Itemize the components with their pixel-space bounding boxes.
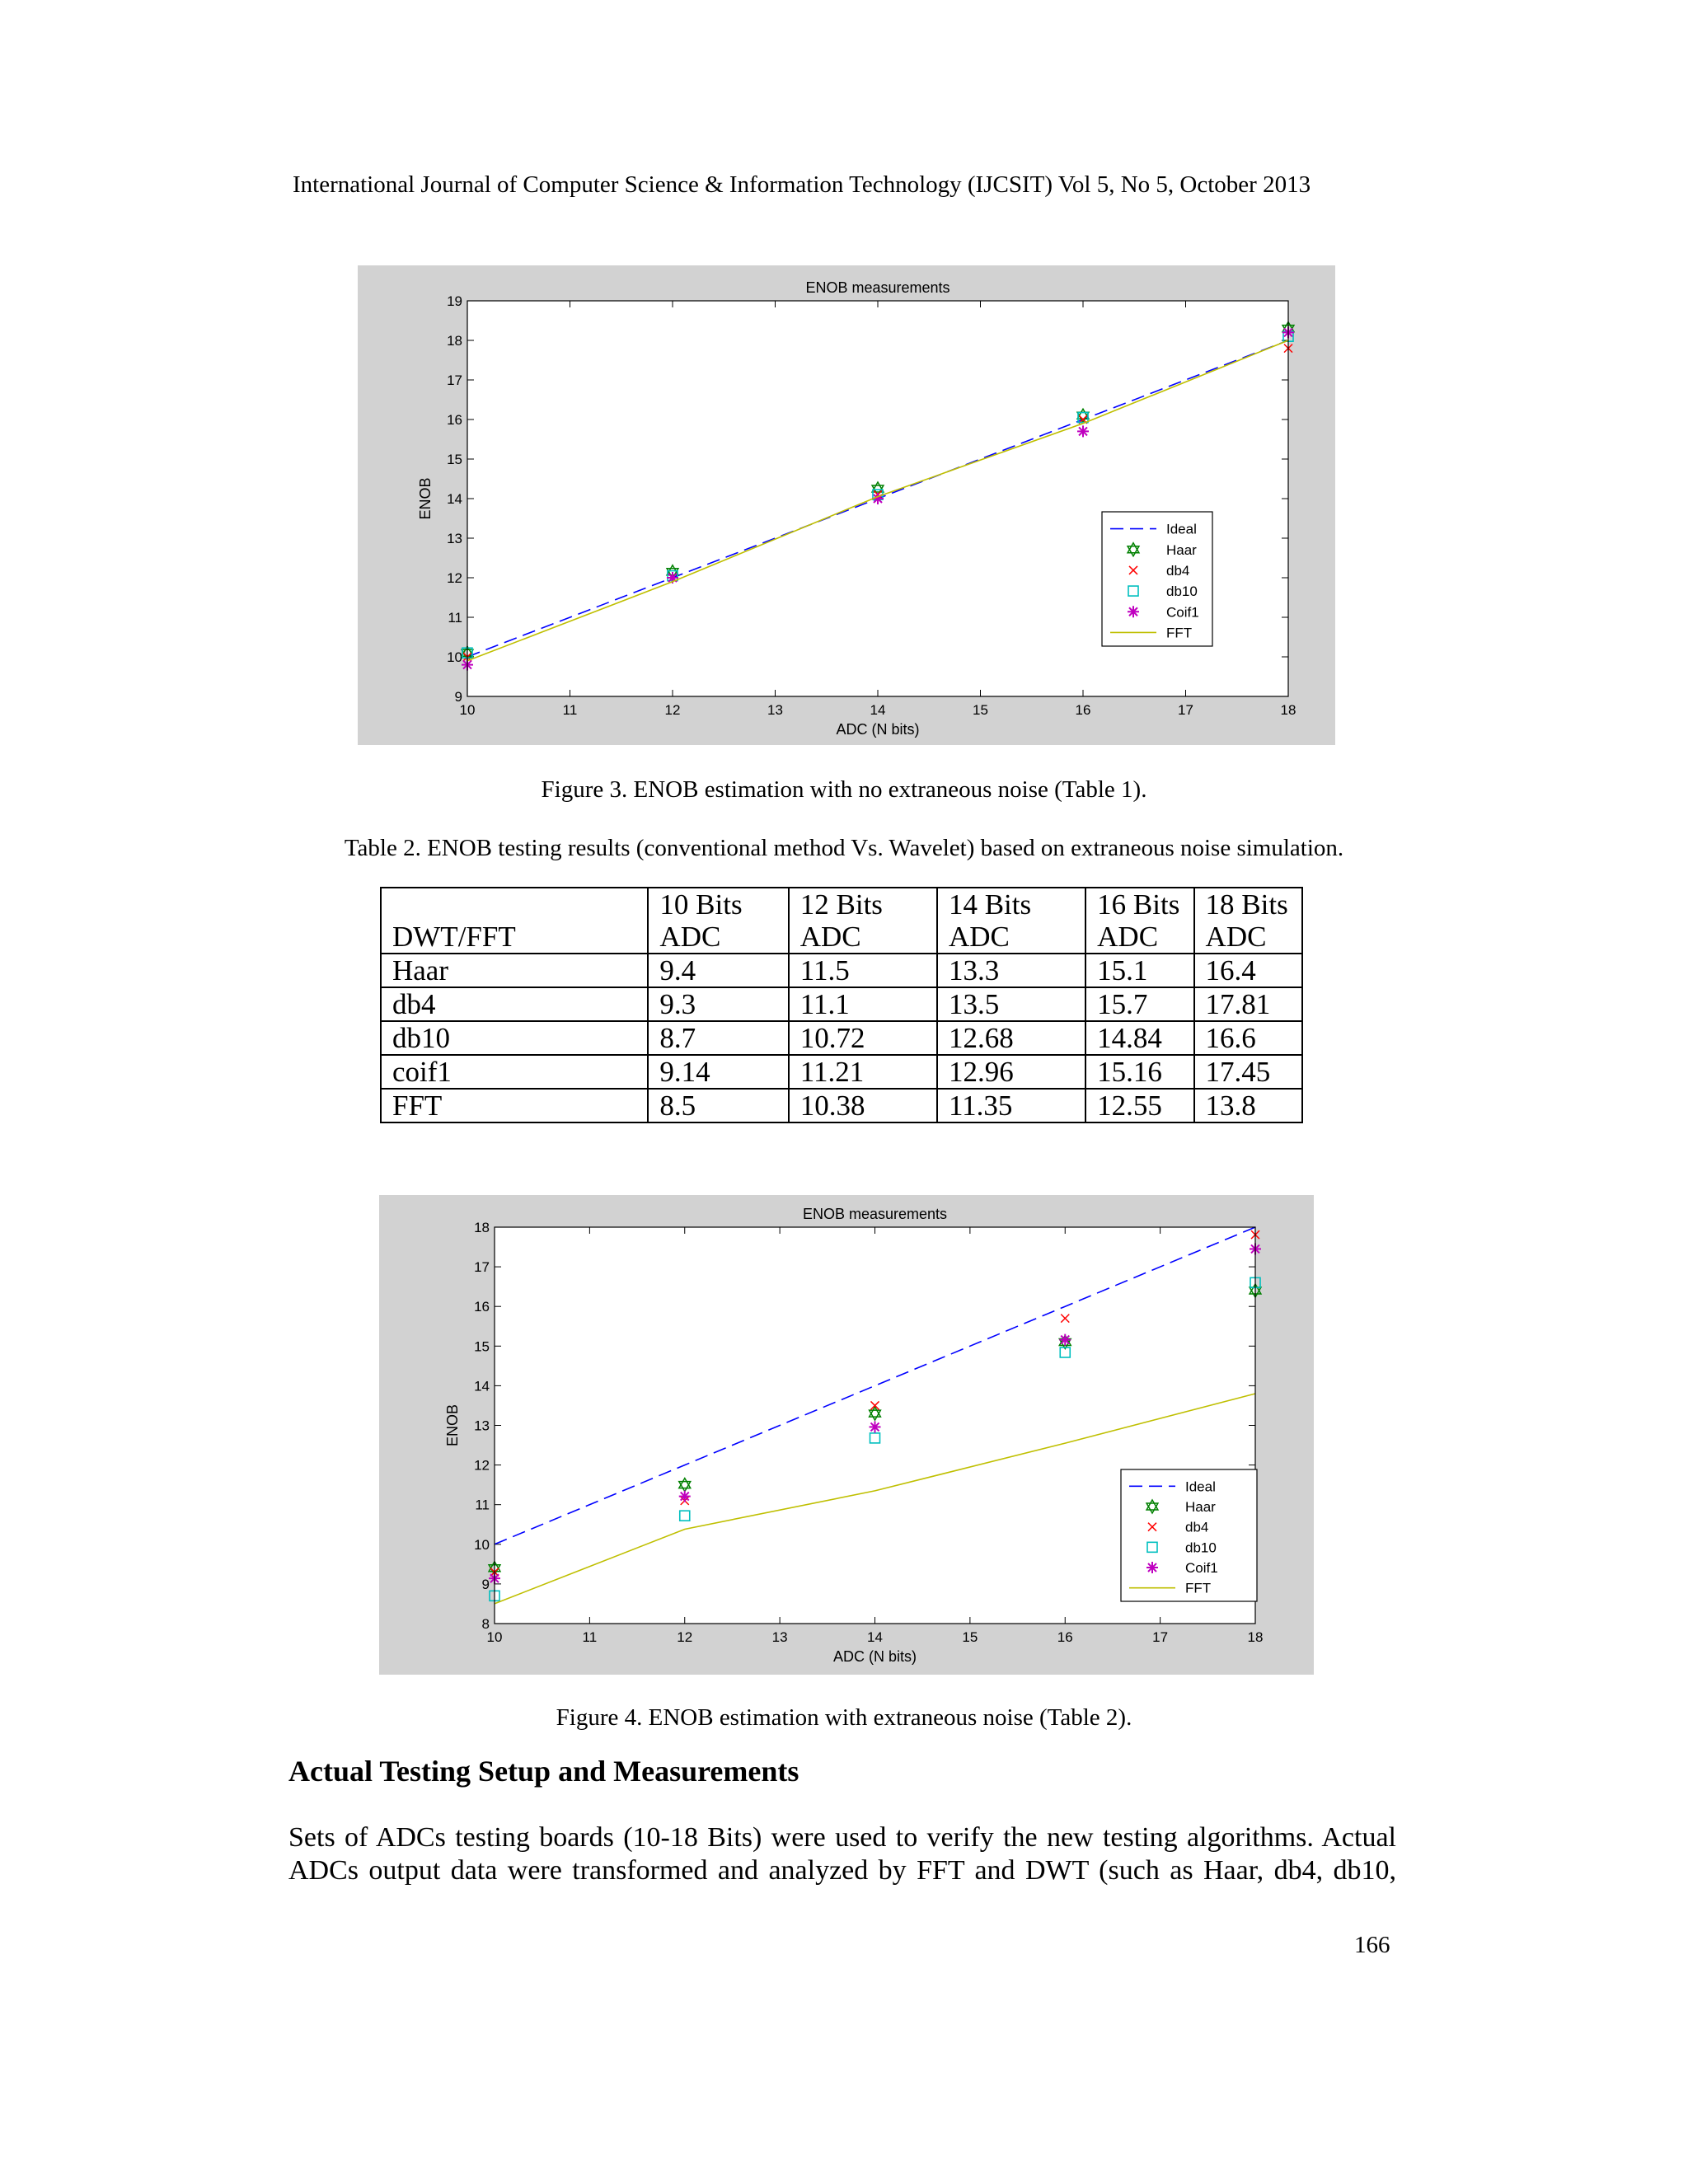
x-tick-label: 11: [562, 702, 578, 718]
x-tick-label: 16: [1075, 702, 1091, 718]
table-cell: db4: [381, 987, 648, 1021]
paragraph-line: ADCs output data were transformed and analyzed by FFT and DWT (such as Haar, db4, db10,: [288, 1855, 1396, 1886]
table-cell: 17.45: [1194, 1055, 1302, 1089]
legend-label-ideal: Ideal: [1166, 521, 1197, 537]
table-cell: 8.5: [648, 1089, 788, 1122]
x-tick-label: 18: [1247, 1629, 1264, 1645]
table-cell: 16.6: [1194, 1021, 1302, 1055]
x-tick-label: 12: [677, 1629, 693, 1645]
table-cell: 12.55: [1085, 1089, 1193, 1122]
x-tick-label: 14: [867, 1629, 883, 1645]
y-tick-label: 17: [474, 1259, 490, 1276]
table-cell: 10.38: [789, 1089, 937, 1122]
figure-3-svg: [358, 265, 1335, 745]
table-row: [381, 1021, 1302, 1055]
x-axis-label: ADC (N bits): [836, 721, 920, 738]
table-header-cell: 16 Bits ADC: [1085, 888, 1193, 954]
data-point-coif1: [679, 1491, 691, 1502]
table-cell: 11.21: [789, 1055, 937, 1089]
table-cell: 12.68: [937, 1021, 1085, 1055]
table-cell: coif1: [381, 1055, 648, 1089]
x-tick-label: 10: [459, 702, 476, 718]
table-cell: 13.5: [937, 987, 1085, 1021]
y-tick-label: 14: [447, 491, 462, 507]
legend-label-coif1: Coif1: [1166, 604, 1199, 621]
y-tick-label: 9: [454, 689, 462, 705]
table-cell: 15.1: [1085, 954, 1193, 987]
legend-label-fft: FFT: [1185, 1580, 1212, 1596]
legend-swatch-coif1: [1146, 1562, 1158, 1573]
y-tick-label: 10: [447, 649, 462, 665]
table-cell: 17.81: [1194, 987, 1302, 1021]
table-2-title: Table 2. ENOB testing results (conventional method Vs. Wavelet) based on extraneous noise simulation.: [344, 835, 1344, 861]
x-axis-label: ADC (N bits): [832, 1648, 917, 1665]
legend-label-db4: db4: [1185, 1519, 1209, 1535]
paragraph-line: Sets of ADCs testing boards (10-18 Bits) were used to verify the new testing algorithms. Actual: [288, 1822, 1396, 1853]
running-head: International Journal of Computer Science & Information Technology (IJCSIT) Vol 5, No 5, October 2013: [293, 171, 1311, 198]
y-tick-label: 9: [481, 1576, 490, 1592]
legend-label-db4: db4: [1166, 562, 1190, 579]
y-tick-label: 15: [447, 452, 462, 467]
legend-label-db10: db10: [1185, 1540, 1217, 1556]
table-row: [381, 954, 1302, 987]
table-cell: 11.5: [789, 954, 937, 987]
legend-label-haar: Haar: [1185, 1499, 1216, 1515]
table-cell: 11.1: [789, 987, 937, 1021]
legend-label-db10: db10: [1166, 583, 1198, 600]
y-tick-label: 12: [474, 1457, 490, 1474]
y-tick-label: 8: [481, 1616, 490, 1632]
table-cell: 13.3: [937, 954, 1085, 987]
table-2: [380, 887, 1303, 1123]
table-row: [381, 987, 1302, 1021]
table-cell: db10: [381, 1021, 648, 1055]
y-tick-label: 16: [447, 412, 462, 428]
table-cell: 9.14: [648, 1055, 788, 1089]
y-axis-label: ENOB: [444, 1404, 461, 1447]
table-cell: 8.7: [648, 1021, 788, 1055]
table-header-cell: 18 Bits ADC: [1194, 888, 1302, 954]
y-tick-label: 14: [474, 1378, 490, 1394]
legend-label-haar: Haar: [1166, 541, 1197, 558]
legend-swatch-coif1: [1128, 606, 1139, 617]
x-tick-label: 13: [767, 702, 783, 718]
table-cell: 13.8: [1194, 1089, 1302, 1122]
legend-label-ideal: Ideal: [1185, 1479, 1216, 1495]
legend-label-coif1: Coif1: [1185, 1560, 1218, 1576]
x-tick-label: 15: [973, 702, 988, 718]
figure-4-svg: [379, 1195, 1314, 1675]
x-tick-label: 11: [582, 1629, 598, 1645]
y-tick-label: 12: [447, 570, 462, 586]
x-tick-label: 17: [1178, 702, 1193, 718]
y-tick-label: 11: [448, 610, 462, 626]
table-header-row: [381, 888, 1302, 954]
table-header-cell: 14 Bits ADC: [937, 888, 1085, 954]
table-cell: 10.72: [789, 1021, 937, 1055]
data-point-coif1: [870, 1421, 881, 1432]
x-tick-label: 18: [1280, 702, 1296, 718]
x-tick-label: 17: [1152, 1629, 1169, 1645]
y-tick-label: 18: [474, 1220, 490, 1235]
figure-3-chart: [358, 265, 1335, 745]
page-number: 166: [1354, 1932, 1390, 1958]
y-tick-label: 13: [474, 1418, 490, 1434]
table-header-cell: 12 Bits ADC: [789, 888, 937, 954]
x-tick-label: 16: [1057, 1629, 1073, 1645]
data-point-coif1: [1077, 425, 1089, 437]
body-paragraph: [288, 1821, 1396, 1887]
section-heading: Actual Testing Setup and Measurements: [288, 1755, 799, 1788]
table-cell: 11.35: [937, 1089, 1085, 1122]
y-tick-label: 10: [474, 1536, 490, 1553]
table-cell: FFT: [381, 1089, 648, 1122]
y-tick-label: 18: [447, 333, 462, 349]
x-tick-label: 14: [870, 702, 886, 718]
table-cell: 12.96: [937, 1055, 1085, 1089]
table-cell: 15.16: [1085, 1055, 1193, 1089]
y-axis-label: ENOB: [417, 477, 434, 520]
y-tick-label: 11: [475, 1497, 490, 1513]
figure-4-caption: Figure 4. ENOB estimation with extraneous noise (Table 2).: [556, 1704, 1132, 1731]
table-cell: Haar: [381, 954, 648, 987]
figure-3-caption: Figure 3. ENOB estimation with no extraneous noise (Table 1).: [541, 776, 1147, 803]
table-row: [381, 1055, 1302, 1089]
y-tick-label: 13: [447, 531, 462, 546]
figure-4-chart: [379, 1195, 1314, 1675]
y-tick-label: 17: [447, 373, 462, 388]
table-cell: 15.7: [1085, 987, 1193, 1021]
y-tick-label: 19: [447, 293, 462, 309]
x-tick-label: 12: [664, 702, 681, 718]
table-header-cell: DWT/FFT: [381, 888, 648, 954]
data-point-coif1: [1059, 1334, 1071, 1346]
table-cell: 16.4: [1194, 954, 1302, 987]
chart-title: ENOB measurements: [802, 1206, 948, 1222]
table-cell: 9.4: [648, 954, 788, 987]
table-cell: 14.84: [1085, 1021, 1193, 1055]
x-tick-label: 10: [486, 1629, 503, 1645]
table-cell: 9.3: [648, 987, 788, 1021]
y-tick-label: 15: [474, 1338, 490, 1355]
chart-title: ENOB measurements: [805, 279, 950, 296]
legend-label-fft: FFT: [1166, 625, 1193, 641]
table-row: [381, 1089, 1302, 1122]
x-tick-label: 13: [771, 1629, 788, 1645]
y-tick-label: 16: [474, 1299, 490, 1315]
x-tick-label: 15: [962, 1629, 978, 1645]
table-header-cell: 10 Bits ADC: [648, 888, 788, 954]
